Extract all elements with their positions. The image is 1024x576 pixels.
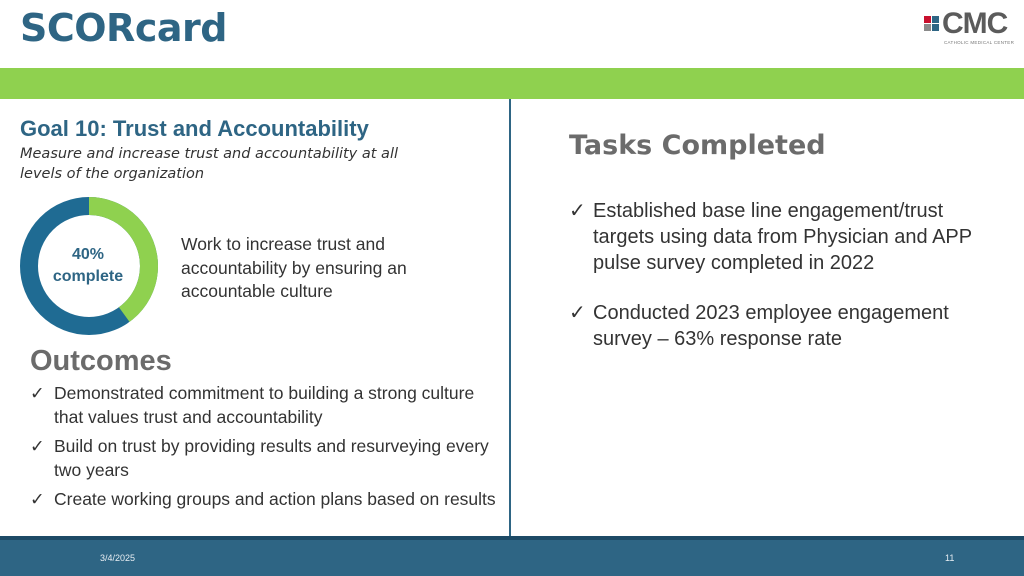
checkmark-icon: ✓ — [30, 489, 45, 509]
goal-subtitle: Measure and increase trust and accountability at all levels of the organization — [20, 146, 398, 182]
logo-mark-icon — [924, 16, 940, 32]
task-text: Established base line engagement/trust targets using data from Physician and APP pulse survey completed in 2022 — [593, 200, 972, 274]
checkmark-icon: ✓ — [569, 302, 586, 324]
slide-header — [0, 0, 1024, 68]
outcome-text: Build on trust by providing results and resurveying every two years — [54, 436, 489, 480]
outcomes-list — [30, 382, 500, 518]
checkmark-icon: ✓ — [569, 200, 586, 222]
progress-label — [38, 244, 138, 288]
task-item — [569, 198, 1009, 276]
goal-description: Work to increase trust and accountability by ensuring an accountable culture — [181, 234, 407, 301]
checkmark-icon: ✓ — [30, 383, 45, 403]
task-text: Conducted 2023 employee engagement survey – 63% response rate — [593, 302, 949, 350]
progress-value: 40% — [71, 246, 105, 263]
logo-subtitle: CATHOLIC MEDICAL CENTER — [944, 40, 1015, 45]
goal-title: Goal 10: Trust and Accountability — [20, 116, 369, 141]
tasks-title: Tasks Completed — [569, 130, 826, 161]
task-item — [569, 300, 1009, 352]
outcome-text: Demonstrated commitment to building a strong culture that values trust and accountability — [54, 383, 475, 427]
logo-text: CMC — [942, 7, 1008, 40]
page-title: SCORcard — [20, 6, 227, 50]
tasks-list — [569, 198, 1009, 376]
page-number: 11 — [945, 553, 955, 563]
cmc-logo — [924, 7, 1016, 50]
outcome-item — [30, 382, 500, 429]
column-divider — [509, 99, 511, 540]
outcomes-title: Outcomes — [30, 345, 172, 377]
outcome-text: Create working groups and action plans based on results — [54, 489, 496, 509]
checkmark-icon: ✓ — [30, 436, 45, 456]
outcome-item — [30, 488, 500, 512]
outcome-item — [30, 435, 500, 482]
accent-bar — [0, 68, 1024, 99]
footer-bar — [0, 540, 1024, 576]
progress-text: complete — [52, 268, 124, 285]
footer-date: 3/4/2025 — [100, 553, 136, 563]
